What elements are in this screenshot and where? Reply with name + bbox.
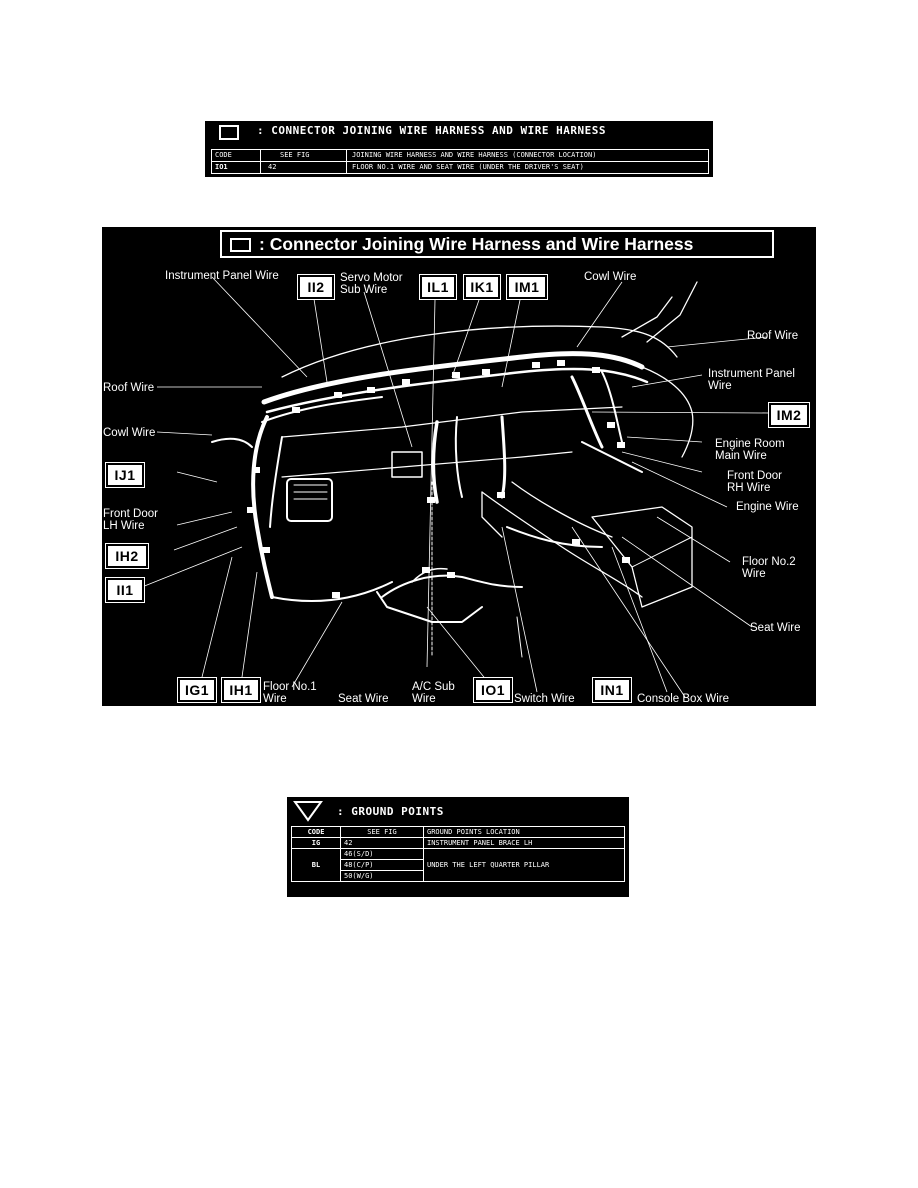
code-box-im2: IM2 [769,403,809,427]
ground-table-title: : GROUND POINTS [337,805,444,818]
connector-table-header [205,121,713,143]
connector-square-icon [219,125,239,140]
connector-table [205,121,713,177]
row-location: UNDER THE LEFT QUARTER PILLAR [424,849,625,882]
label-floor-no2-1: Floor No.2 [742,556,796,568]
label-roof-wire-right: Roof Wire [747,330,799,342]
code-box-ik1: IK1 [464,275,500,299]
label-cowl-wire-left: Cowl Wire [103,427,156,439]
ground-triangle-icon [293,800,323,822]
label-roof-wire-left: Roof Wire [103,382,155,394]
row-code: BL [292,849,341,882]
row-fig: 42 [341,838,424,849]
diagram-title [220,230,774,258]
label-ac-sub-2: Wire [412,693,436,705]
ground-points-table [287,797,629,897]
label-engine-wire: Engine Wire [736,501,799,513]
label-console-box-wire: Console Box Wire [637,693,730,705]
header-code: CODE [215,151,232,159]
label-floor-no1-1: Floor No.1 [263,681,317,693]
row-fig: 46(S/D) [341,849,424,860]
ground-table-header-row [292,827,625,838]
row-code: IG [292,838,341,849]
ground-table-grid [291,826,625,882]
table-row [211,161,709,174]
label-floor-no1-2: Wire [263,693,287,705]
label-instrument-panel-right-1: Instrument Panel [708,368,795,380]
header-see-fig: SEE FIG [341,827,424,838]
code-box-in1: IN1 [593,678,631,702]
code-box-ih1: IH1 [222,678,260,702]
label-front-door-rh-2: RH Wire [727,482,771,494]
label-instrument-panel-wire-top: Instrument Panel Wire [165,270,279,282]
code-box-im1: IM1 [507,275,547,299]
row-fig: 42 [268,163,277,171]
header-location: GROUND POINTS LOCATION [424,827,625,838]
code-box-ii1: II1 [106,578,144,602]
code-box-ii2: II2 [298,275,334,299]
connector-square-icon [230,238,251,252]
code-box-il1: IL1 [420,275,456,299]
table-row [292,838,625,849]
label-front-door-rh-1: Front Door [727,470,782,482]
header-location: JOINING WIRE HARNESS AND WIRE HARNESS (CONNECTOR LOCATION) [352,151,597,159]
label-seat-wire-bottom: Seat Wire [338,693,389,705]
header-see-fig: SEE FIG [280,151,310,159]
label-seat-wire-right: Seat Wire [750,622,801,634]
label-front-door-lh-1: Front Door [103,508,158,520]
code-box-ij1: IJ1 [106,463,144,487]
header-code: CODE [292,827,341,838]
row-location: INSTRUMENT PANEL BRACE LH [424,838,625,849]
row-fig: 48(C/P) [341,860,424,871]
label-switch-wire: Switch Wire [514,693,575,705]
label-cowl-wire-top: Cowl Wire [584,271,637,283]
connector-table-title: : CONNECTOR JOINING WIRE HARNESS AND WIRE HARNESS [257,124,607,137]
code-box-io1: IO1 [474,678,512,702]
label-servo-motor-1: Servo Motor [340,272,403,284]
code-box-ih2: IH2 [106,544,148,568]
row-desc: FLOOR NO.1 WIRE AND SEAT WIRE (UNDER THE DRIVER'S SEAT) [352,163,584,171]
table-row [292,849,625,860]
label-engine-room-1: Engine Room [715,438,785,450]
wiring-harness-drawing [102,227,816,706]
row-code: IO1 [215,163,228,171]
label-instrument-panel-right-2: Wire [708,380,732,392]
label-servo-motor-2: Sub Wire [340,284,388,296]
code-box-ig1: IG1 [178,678,216,702]
label-floor-no2-2: Wire [742,568,766,580]
diagram-title-text: : Connector Joining Wire Harness and Wire Harness [259,234,694,254]
label-front-door-lh-2: LH Wire [103,520,145,532]
row-fig: 50(W/G) [341,871,424,882]
wiring-diagram [102,227,816,706]
label-ac-sub-1: A/C Sub [412,681,455,693]
label-engine-room-2: Main Wire [715,450,767,462]
